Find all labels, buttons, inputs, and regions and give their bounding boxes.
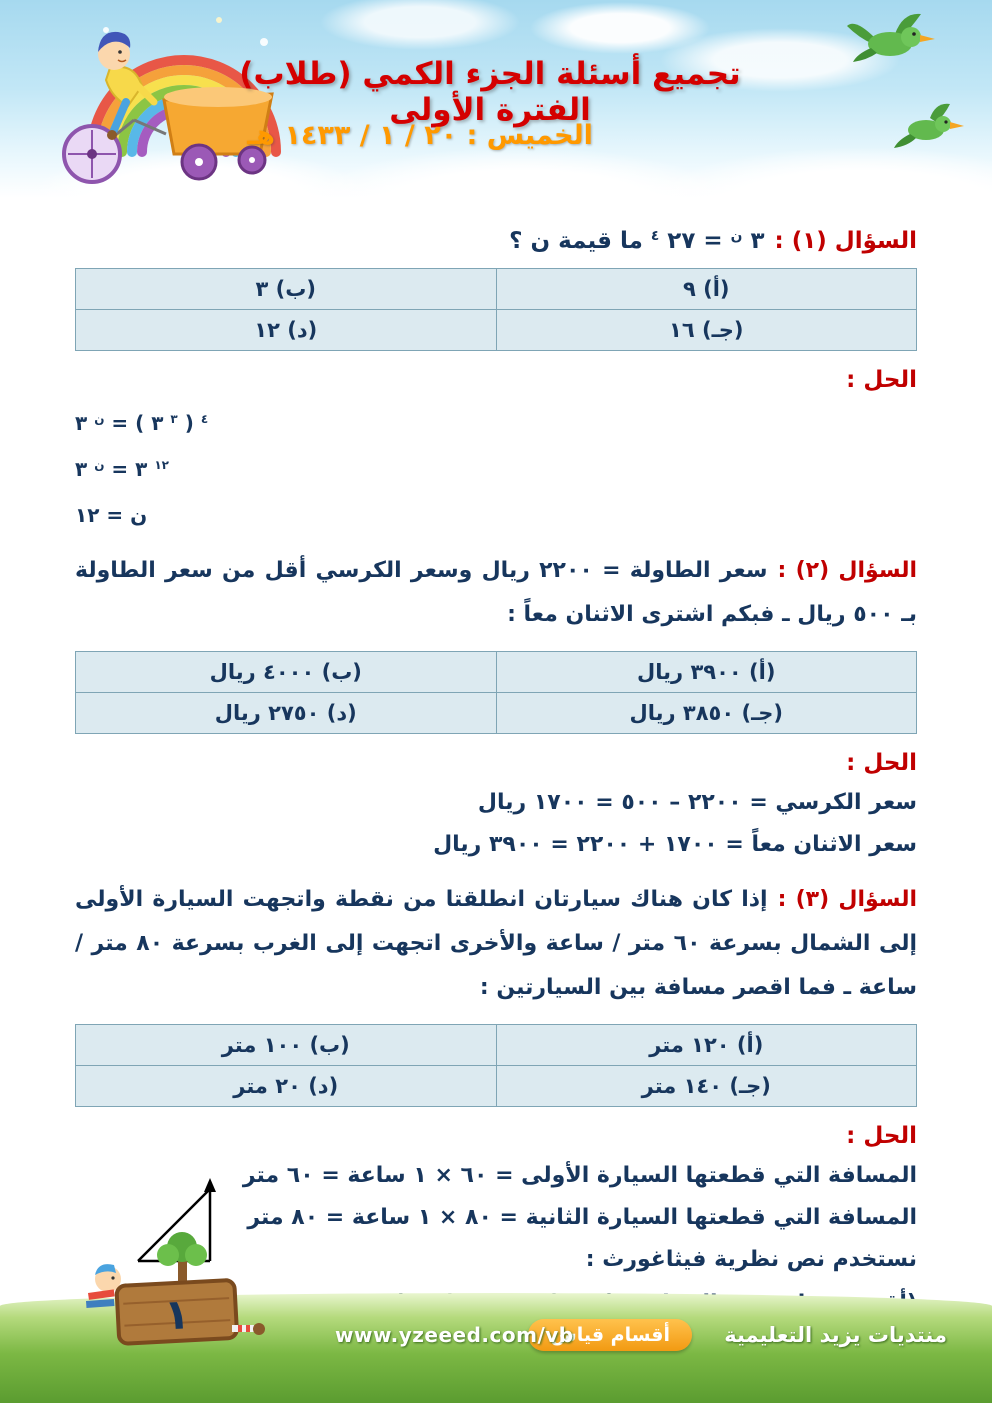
header <box>0 0 992 198</box>
page-title: تجميع أسئلة الجزء الكمي (طلاب) الفترة الأولى <box>239 56 741 128</box>
qiyas-sections-button[interactable]: أقسام قياس <box>528 1319 692 1351</box>
question-2-heading <box>75 549 917 637</box>
equation-line: ن = ١٢ <box>75 503 148 527</box>
question-3-heading <box>75 878 917 1010</box>
solution-line: نستخدم نص نظرية فيثاغورث : <box>585 1247 917 1272</box>
page-date: الخميس : ٢٠ / ١ / ١٤٣٣ هـ <box>247 120 593 151</box>
table-row <box>76 1025 917 1066</box>
answer-table-q1 <box>75 268 917 351</box>
site-name: منتديات يزيد التعليمية <box>724 1323 947 1347</box>
solution-line: سعر الكرسي = ٢٢٠٠ – ٥٠٠ = ١٧٠٠ ريال <box>477 790 917 815</box>
answer-cell-b: (ب) ٤٠٠٠ ريال <box>76 652 497 693</box>
solution-label-q3: الحل : <box>846 1123 917 1149</box>
answer-cell-c: (جـ) ١٦ <box>496 310 917 351</box>
equation-line: ٣ ن = ٣ ١٢ <box>75 457 169 481</box>
table-row <box>76 693 917 734</box>
solution-line: المسافة التي قطعتها السيارة الثانية = ٨٠ × ١ ساعة = ٨٠ متر <box>247 1205 917 1230</box>
bird-icon <box>892 100 967 155</box>
answer-cell-a: (أ) ١٢٠ متر <box>496 1025 917 1066</box>
answer-cell-d: (د) ١٢ <box>76 310 497 351</box>
footer <box>0 1223 992 1403</box>
table-row <box>76 310 917 351</box>
site-url-link[interactable]: www.yzeeed.com/vb <box>335 1323 574 1347</box>
table-row <box>76 269 917 310</box>
solution-line: المسافة التي قطعتها السيارة الأولى = ٦٠ × ١ ساعة = ٦٠ متر <box>242 1163 917 1188</box>
question-1-label: السؤال (١) : <box>774 228 917 254</box>
answer-cell-c: (جـ) ٣٨٥٠ ريال <box>496 693 917 734</box>
answer-cell-a: (أ) ٩ <box>496 269 917 310</box>
equation-line: ٣ ن = ( ٣ ٣ ) ٤ <box>75 411 209 435</box>
question-1-text: ٣ ن = ٢٧ ٤ ما قيمة ن ؟ <box>509 227 765 254</box>
solution-line: سعر الاثنان معاً = ١٧٠٠ + ٢٢٠٠ = ٣٩٠٠ ريال <box>433 832 917 857</box>
answer-table-q3 <box>75 1024 917 1107</box>
solution-label-q2: الحل : <box>846 750 917 776</box>
question-2-text: سعر الطاولة = ٢٢٠٠ ريال وسعر الكرسي أقل من سعر الطاولة بـ ٥٠٠ ريال ـ فبكم اشترى الاثنان معاً : <box>75 558 917 627</box>
bird-icon <box>845 8 940 68</box>
table-row <box>76 652 917 693</box>
answer-cell-b: (ب) ٣ <box>76 269 497 310</box>
table-row <box>76 1066 917 1107</box>
question-3-text: إذا كان هناك سيارتان انطلقتا من نقطة واتجهت السيارة الأولى إلى الشمال بسرعة ٦٠ متر / ساعة والأخرى اتجهت إلى الغرب بسرعة ٨٠ متر / ساعة ـ فما اقصر مسافة بين السيارتين : <box>75 887 917 1000</box>
answer-cell-d: (د) ٢٧٥٠ ريال <box>76 693 497 734</box>
answer-cell-a: (أ) ٣٩٠٠ ريال <box>496 652 917 693</box>
question-2-label: السؤال (٢) : <box>777 558 918 583</box>
answer-table-q2 <box>75 651 917 734</box>
answer-cell-c: (جـ) ١٤٠ متر <box>496 1066 917 1107</box>
footer-illustration <box>80 1231 270 1351</box>
document-body <box>0 198 992 1316</box>
question-3-label: السؤال (٣) : <box>777 887 917 912</box>
answer-cell-d: (د) ٢٠ متر <box>76 1066 497 1107</box>
answer-cell-b: (ب) ١٠٠ متر <box>76 1025 497 1066</box>
question-1-heading <box>75 228 917 254</box>
solution-label-q1: الحل : <box>846 367 917 393</box>
page-number: ١ <box>162 1289 192 1340</box>
